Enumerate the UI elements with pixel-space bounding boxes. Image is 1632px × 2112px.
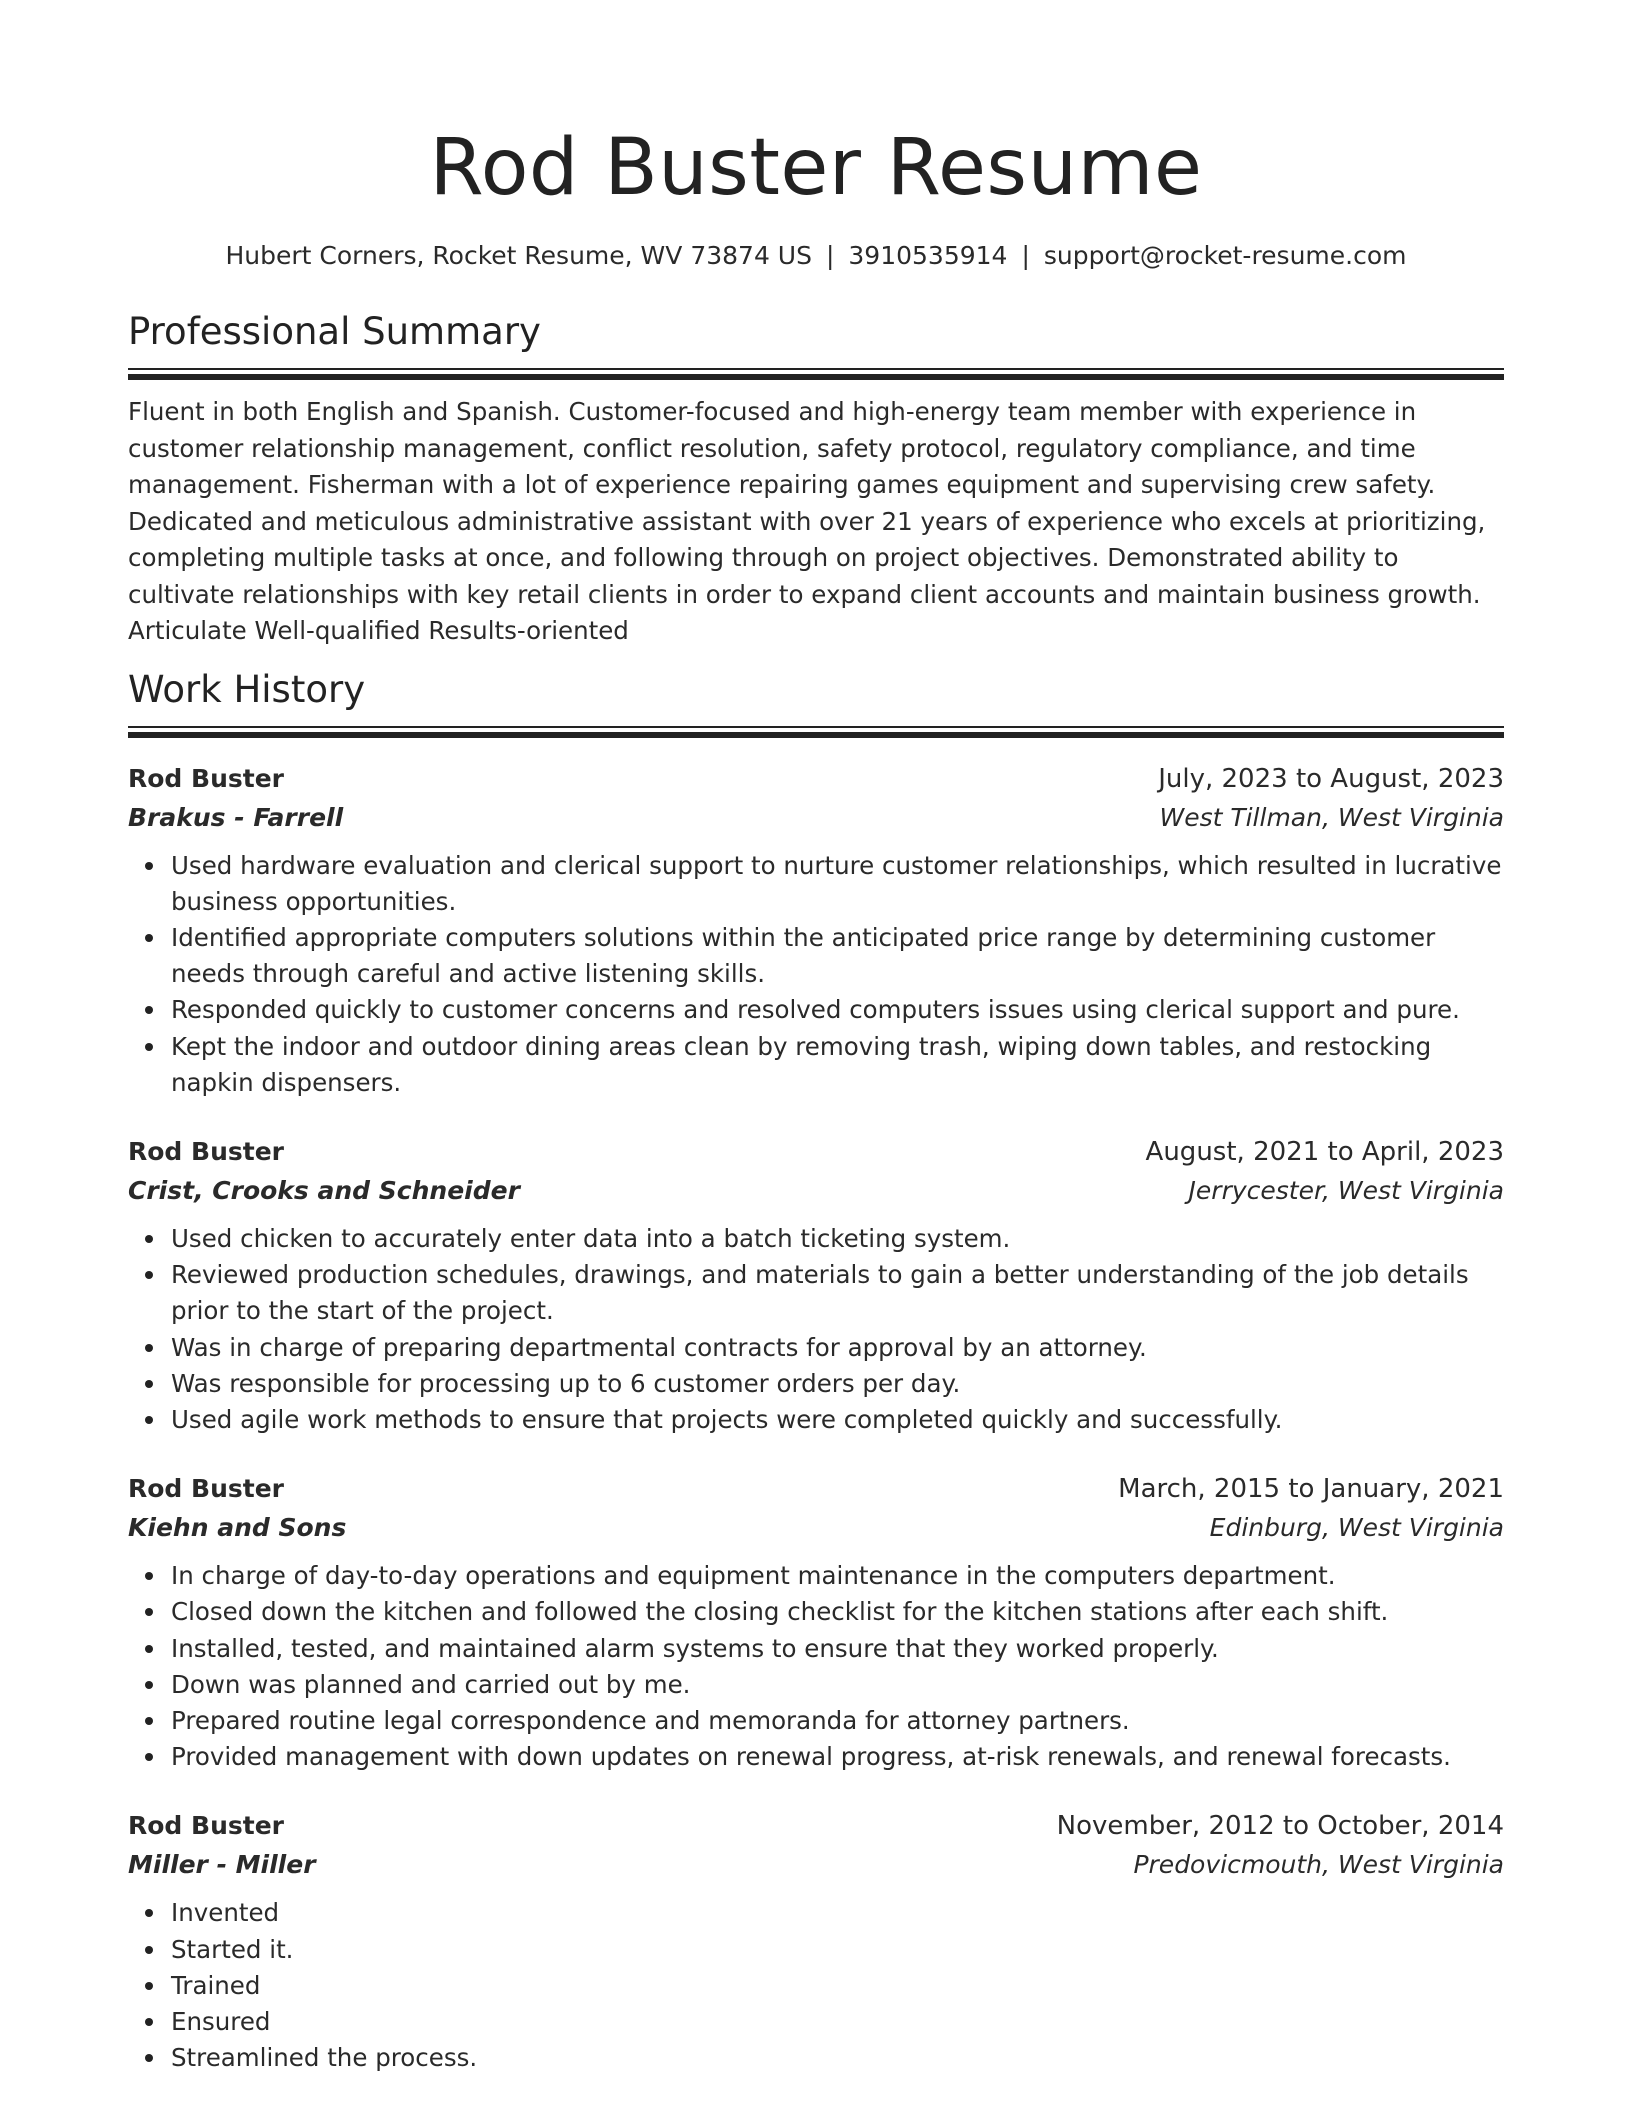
job-bullet: Responded quickly to customer concerns and resolved computers issues using clerical support and pure.: [171, 992, 1504, 1028]
job-company: Brakus - Farrell: [128, 802, 344, 832]
contact-phone: 3910535914: [848, 241, 1008, 270]
job-bullet: Reviewed production schedules, drawings, and materials to gain a better understanding of the job details prior to the start of the project.: [171, 1257, 1504, 1329]
job-bullet: Used agile work methods to ensure that projects were completed quickly and successfully.: [171, 1402, 1504, 1438]
contact-separator: |: [825, 241, 835, 270]
job-entry: [128, 1470, 1504, 1775]
job-title: Rod Buster: [128, 1136, 284, 1166]
job-company-row: [128, 1508, 1504, 1548]
job-entry: [128, 1807, 1504, 2076]
job-location: Edinburg, West Virginia: [1209, 1513, 1504, 1543]
job-company: Miller - Miller: [128, 1850, 316, 1880]
job-bullet: Used chicken to accurately enter data into a batch ticketing system.: [171, 1221, 1504, 1257]
section-divider: [128, 726, 1504, 738]
contact-line: [128, 238, 1504, 274]
job-dates: November, 2012 to October, 2014: [1056, 1811, 1504, 1842]
work-history-section: [128, 666, 1504, 2077]
job-bullet: Installed, tested, and maintained alarm systems to ensure that they worked properly.: [171, 1631, 1504, 1667]
contact-email: support@rocket-resume.com: [1043, 241, 1407, 270]
job-title: Rod Buster: [128, 763, 284, 793]
job-dates: March, 2015 to January, 2021: [1118, 1474, 1504, 1505]
contact-separator: |: [1021, 241, 1030, 270]
job-bullet: Was responsible for processing up to 6 customer orders per day.: [171, 1366, 1504, 1402]
job-bullet: Closed down the kitchen and followed the closing checklist for the kitchen stations after each shift.: [171, 1594, 1504, 1630]
job-entry: [128, 760, 1504, 1101]
job-title: Rod Buster: [128, 1474, 284, 1504]
job-company-row: [128, 1171, 1504, 1211]
job-header-row: [128, 760, 1504, 798]
job-company-row: [128, 1845, 1504, 1885]
job-bullet: Ensured: [171, 2004, 1504, 2040]
job-dates: August, 2021 to April, 2023: [1145, 1136, 1504, 1167]
job-bullet-list: [128, 1895, 1504, 2076]
job-header-row: [128, 1133, 1504, 1171]
job-location: West Tillman, West Virginia: [1159, 802, 1504, 832]
job-company: Crist, Crooks and Schneider: [128, 1175, 520, 1205]
job-header-row: [128, 1470, 1504, 1508]
job-bullet: Prepared routine legal correspondence and memoranda for attorney partners.: [171, 1703, 1504, 1739]
section-divider: [128, 368, 1504, 380]
job-bullet: Down was planned and carried out by me.: [171, 1667, 1504, 1703]
job-bullet: Used hardware evaluation and clerical support to nurture customer relationships, which resulted in lucrative business opportunities.: [171, 848, 1504, 920]
job-bullet-list: [128, 848, 1504, 1101]
job-bullet-list: [128, 1558, 1504, 1775]
job-bullet: Started it.: [171, 1932, 1504, 1968]
job-dates: July, 2023 to August, 2023: [1158, 763, 1504, 794]
section-heading-summary: Professional Summary: [128, 310, 541, 353]
job-company: Kiehn and Sons: [128, 1513, 347, 1543]
job-bullet: Kept the indoor and outdoor dining areas clean by removing trash, wiping down tables, and restocking napkin dispensers.: [171, 1029, 1504, 1101]
job-bullet: Provided management with down updates on renewal progress, at-risk renewals, and renewal forecasts.: [171, 1739, 1504, 1775]
job-bullet: Trained: [171, 1968, 1504, 2004]
job-bullet: Invented: [171, 1895, 1504, 1931]
job-entry: [128, 1133, 1504, 1438]
job-bullet: Identified appropriate computers solutions within the anticipated price range by determining customer needs through careful and active listening skills.: [171, 920, 1504, 992]
contact-address: Hubert Corners, Rocket Resume, WV 73874 US: [225, 241, 812, 270]
job-company-row: [128, 798, 1504, 838]
job-header-row: [128, 1807, 1504, 1845]
job-bullet-list: [128, 1221, 1504, 1438]
section-heading-work-history: Work History: [128, 667, 366, 711]
job-bullet: Streamlined the process.: [171, 2040, 1504, 2076]
job-title: Rod Buster: [128, 1811, 284, 1841]
job-bullet: Was in charge of preparing departmental contracts for approval by an attorney.: [171, 1330, 1504, 1366]
professional-summary-section: [128, 308, 1504, 650]
job-location: Predovicmouth, West Virginia: [1133, 1850, 1504, 1880]
summary-text: Fluent in both English and Spanish. Customer-focused and high-energy team member with experience in customer relationship management, conflict resolution, safety protocol, regulatory compliance, and time management. Fisherman with a lot of experience repairing games equipment and supervising crew safety. Dedicated and meticulous administrative assistant with over 21 years of experience who excels at prioritizing, completing multiple tasks at once, and following through on project objectives. Demonstrated ability to cultivate relationships with key retail clients in order to expand client accounts and maintain business growth. Articulate Well-qualified Results-oriented: [128, 397, 1486, 645]
resume-title: Rod Buster Resume: [429, 123, 1203, 213]
job-location: Jerrycester, West Virginia: [1188, 1175, 1504, 1205]
job-bullet: In charge of day-to-day operations and equipment maintenance in the computers department.: [171, 1558, 1504, 1594]
